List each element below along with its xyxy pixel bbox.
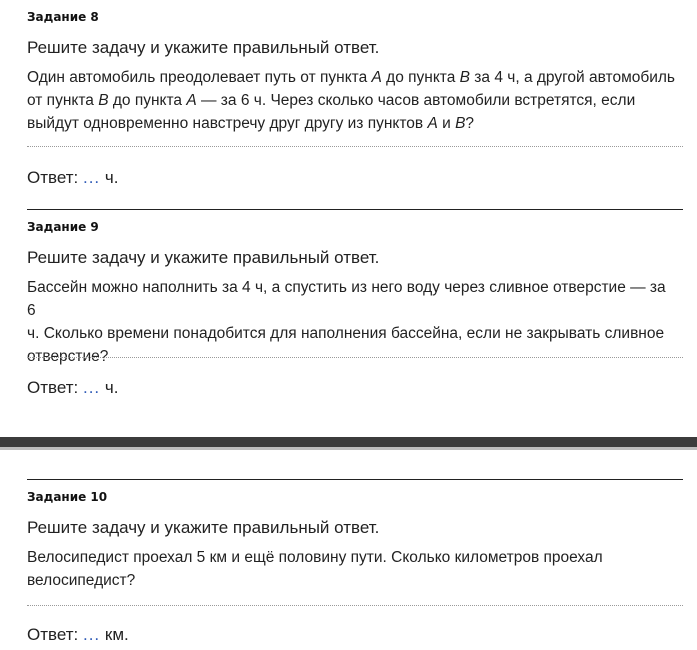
task-prompt: Решите задачу и укажите правильный ответ. [27, 38, 380, 57]
task-title: Задание 10 [27, 490, 108, 504]
answer-unit: ч. [104, 168, 119, 187]
answer-divider [27, 146, 683, 147]
answer-divider [27, 605, 683, 606]
task-prompt: Решите задачу и укажите правильный ответ. [27, 248, 380, 267]
answer-divider [27, 357, 683, 358]
answer-label: Ответ: [27, 168, 79, 187]
task-title: Задание 8 [27, 10, 99, 24]
answer-row [27, 625, 129, 645]
task-text-line: выйдут одновременно навстречу друг другу из пунктов A и B? [27, 115, 475, 132]
answer-label: Ответ: [27, 378, 79, 397]
task-text-line: Велосипедист проехал 5 км и ещё половину пути. Сколько километров проехал [27, 549, 603, 566]
task-10 [27, 490, 683, 644]
page-break-band [0, 437, 697, 449]
task-title: Задание 9 [27, 220, 99, 234]
task-separator [27, 479, 683, 480]
answer-row [27, 168, 118, 188]
task-text-line: Один автомобиль преодолевает путь от пункта A до пункта B за 4 ч, а другой автомобиль [27, 69, 675, 86]
task-text-line: велосипедист? [27, 572, 136, 589]
task-text-line: от пункта B до пункта A — за 6 ч. Через сколько часов автомобили встретятся, если [27, 92, 636, 109]
task-8 [27, 10, 683, 187]
task-text [27, 276, 683, 368]
answer-blank-input[interactable]: ... [82, 168, 101, 187]
answer-unit: ч. [104, 378, 119, 397]
task-text-line: Бассейн можно наполнить за 4 ч, а спустить из него воду через сливное отверстие — за 6 [27, 279, 666, 319]
task-text [27, 546, 683, 592]
answer-blank-input[interactable]: ... [82, 378, 101, 397]
task-text [27, 66, 683, 135]
task-separator [27, 209, 683, 210]
answer-unit: км. [104, 625, 129, 644]
answer-row [27, 378, 118, 398]
task-text-line: отверстие? [27, 348, 109, 365]
answer-label: Ответ: [27, 625, 79, 644]
task-text-line: ч. Сколько времени понадобится для наполнения бассейна, если не закрывать сливное [27, 325, 665, 342]
task-prompt: Решите задачу и укажите правильный ответ. [27, 518, 380, 537]
task-9 [27, 220, 683, 397]
answer-blank-input[interactable]: ... [82, 625, 101, 644]
